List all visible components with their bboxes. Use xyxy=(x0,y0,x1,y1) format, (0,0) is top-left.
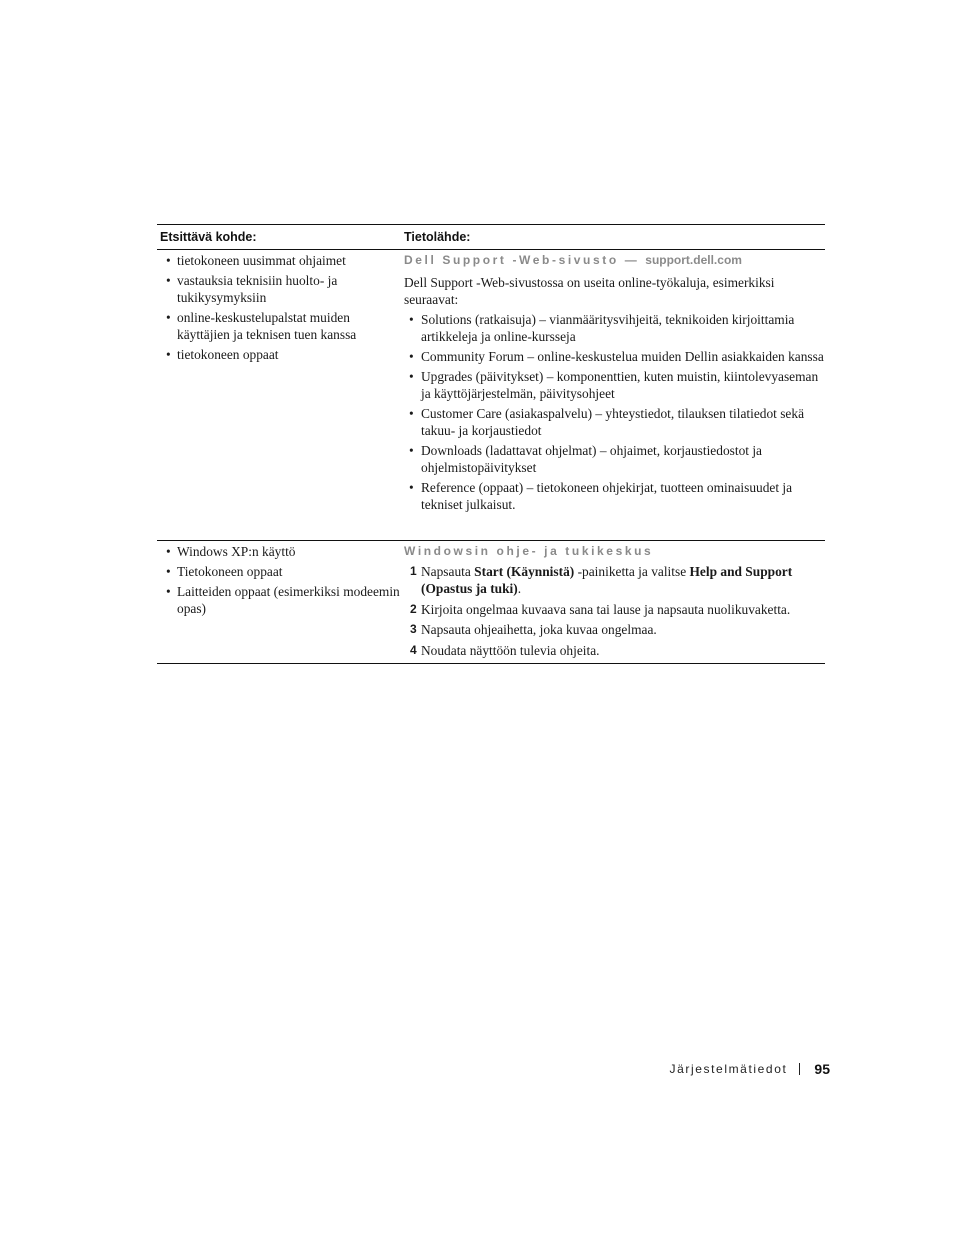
list-item: • tietokoneen oppaat xyxy=(160,346,404,363)
header-search-target: Etsittävä kohde: xyxy=(160,230,257,244)
footer-separator xyxy=(799,1063,800,1075)
info-table xyxy=(157,224,825,664)
help-and-support-label: Help and Support (Opastus ja tuki) xyxy=(421,564,793,596)
step-text: Kirjoita ongelmaa kuvaava sana tai lause ja napsauta nuolikuvaketta. xyxy=(421,601,791,617)
list-item: • Customer Care (asiakaspalvelu) – yhteystiedot, tilauksen tilatiedot sekä takuu- ja korjaustiedot xyxy=(404,405,825,439)
step-text: -painiketta ja valitse xyxy=(574,564,690,579)
step-text: Noudata näyttöön tulevia ohjeita. xyxy=(421,642,600,658)
step-number: 3 xyxy=(410,622,417,636)
support-url-link[interactable]: support.dell.com xyxy=(645,253,742,267)
table-bottom-rule xyxy=(157,663,825,664)
list-item: • vastauksia teknisiin huolto- ja tukikysymyksiin xyxy=(160,272,404,306)
search-target-cell xyxy=(157,250,404,540)
list-item: • Community Forum – online-keskustelua muiden Dellin asiakkaiden kanssa xyxy=(404,348,825,365)
list-item: • Tietokoneen oppaat xyxy=(160,563,404,580)
start-menu-label: Start (Käynnistä) xyxy=(474,564,575,579)
step-number: 2 xyxy=(410,601,417,616)
table-header-row xyxy=(157,225,825,249)
step-text: . xyxy=(517,581,522,596)
source-title-windows-help: Windowsin ohje- ja tukikeskus xyxy=(404,544,654,558)
step-item xyxy=(404,601,825,618)
page-number: 95 xyxy=(814,1061,830,1077)
step-item xyxy=(404,642,825,659)
table-row xyxy=(157,541,825,663)
tools-list xyxy=(404,311,825,513)
info-source-cell xyxy=(404,541,825,663)
list-item: • Solutions (ratkaisuja) – vianmääritysvihjeitä, teknikoiden kirjoittamia artikkeleja ja online-kursseja xyxy=(404,311,825,345)
step-number: 4 xyxy=(410,642,417,657)
list-item: • tietokoneen uusimmat ohjaimet xyxy=(160,252,404,269)
list-item: • Downloads (ladattavat ohjelmat) – ohjaimet, korjaustiedostot ja ohjelmistopäivitykset xyxy=(404,442,825,476)
footer-section-name: Järjestelmätiedot xyxy=(669,1062,788,1076)
source-title-dell-support xyxy=(404,252,825,268)
steps-list xyxy=(404,563,825,659)
step-text: Napsauta ohjeaihetta, joka kuvaa ongelmaa. xyxy=(421,622,657,637)
source-title-text: Dell Support -Web-sivusto — xyxy=(404,253,640,267)
table-row xyxy=(157,250,825,540)
search-target-list xyxy=(160,252,404,363)
source-intro-text: Dell Support -Web-sivustossa on useita online-työkaluja, esimerkiksi seuraavat: xyxy=(404,275,775,307)
info-source-cell xyxy=(404,250,825,540)
search-target-cell xyxy=(157,541,404,663)
step-item xyxy=(404,563,825,597)
header-info-source: Tietolähde: xyxy=(404,230,471,244)
list-item: • Upgrades (päivitykset) – komponenttien, kuten muistin, kiintolevyaseman ja käyttöjärjestelmän, päivitysohjeet xyxy=(404,368,825,402)
search-target-list xyxy=(160,543,404,617)
list-item: • Reference (oppaat) – tietokoneen ohjekirjat, tuotteen ominaisuudet ja tekniset julkaisut. xyxy=(404,479,825,513)
step-item xyxy=(404,621,825,638)
page-footer xyxy=(670,1061,831,1077)
list-item: • Windows XP:n käyttö xyxy=(160,543,404,560)
step-text: Napsauta xyxy=(421,564,475,579)
list-item: • online-keskustelupalstat muiden käyttäjien ja teknisen tuen kanssa xyxy=(160,309,404,343)
step-number: 1 xyxy=(410,564,417,578)
list-item: • Laitteiden oppaat (esimerkiksi modeemin opas) xyxy=(160,583,404,617)
